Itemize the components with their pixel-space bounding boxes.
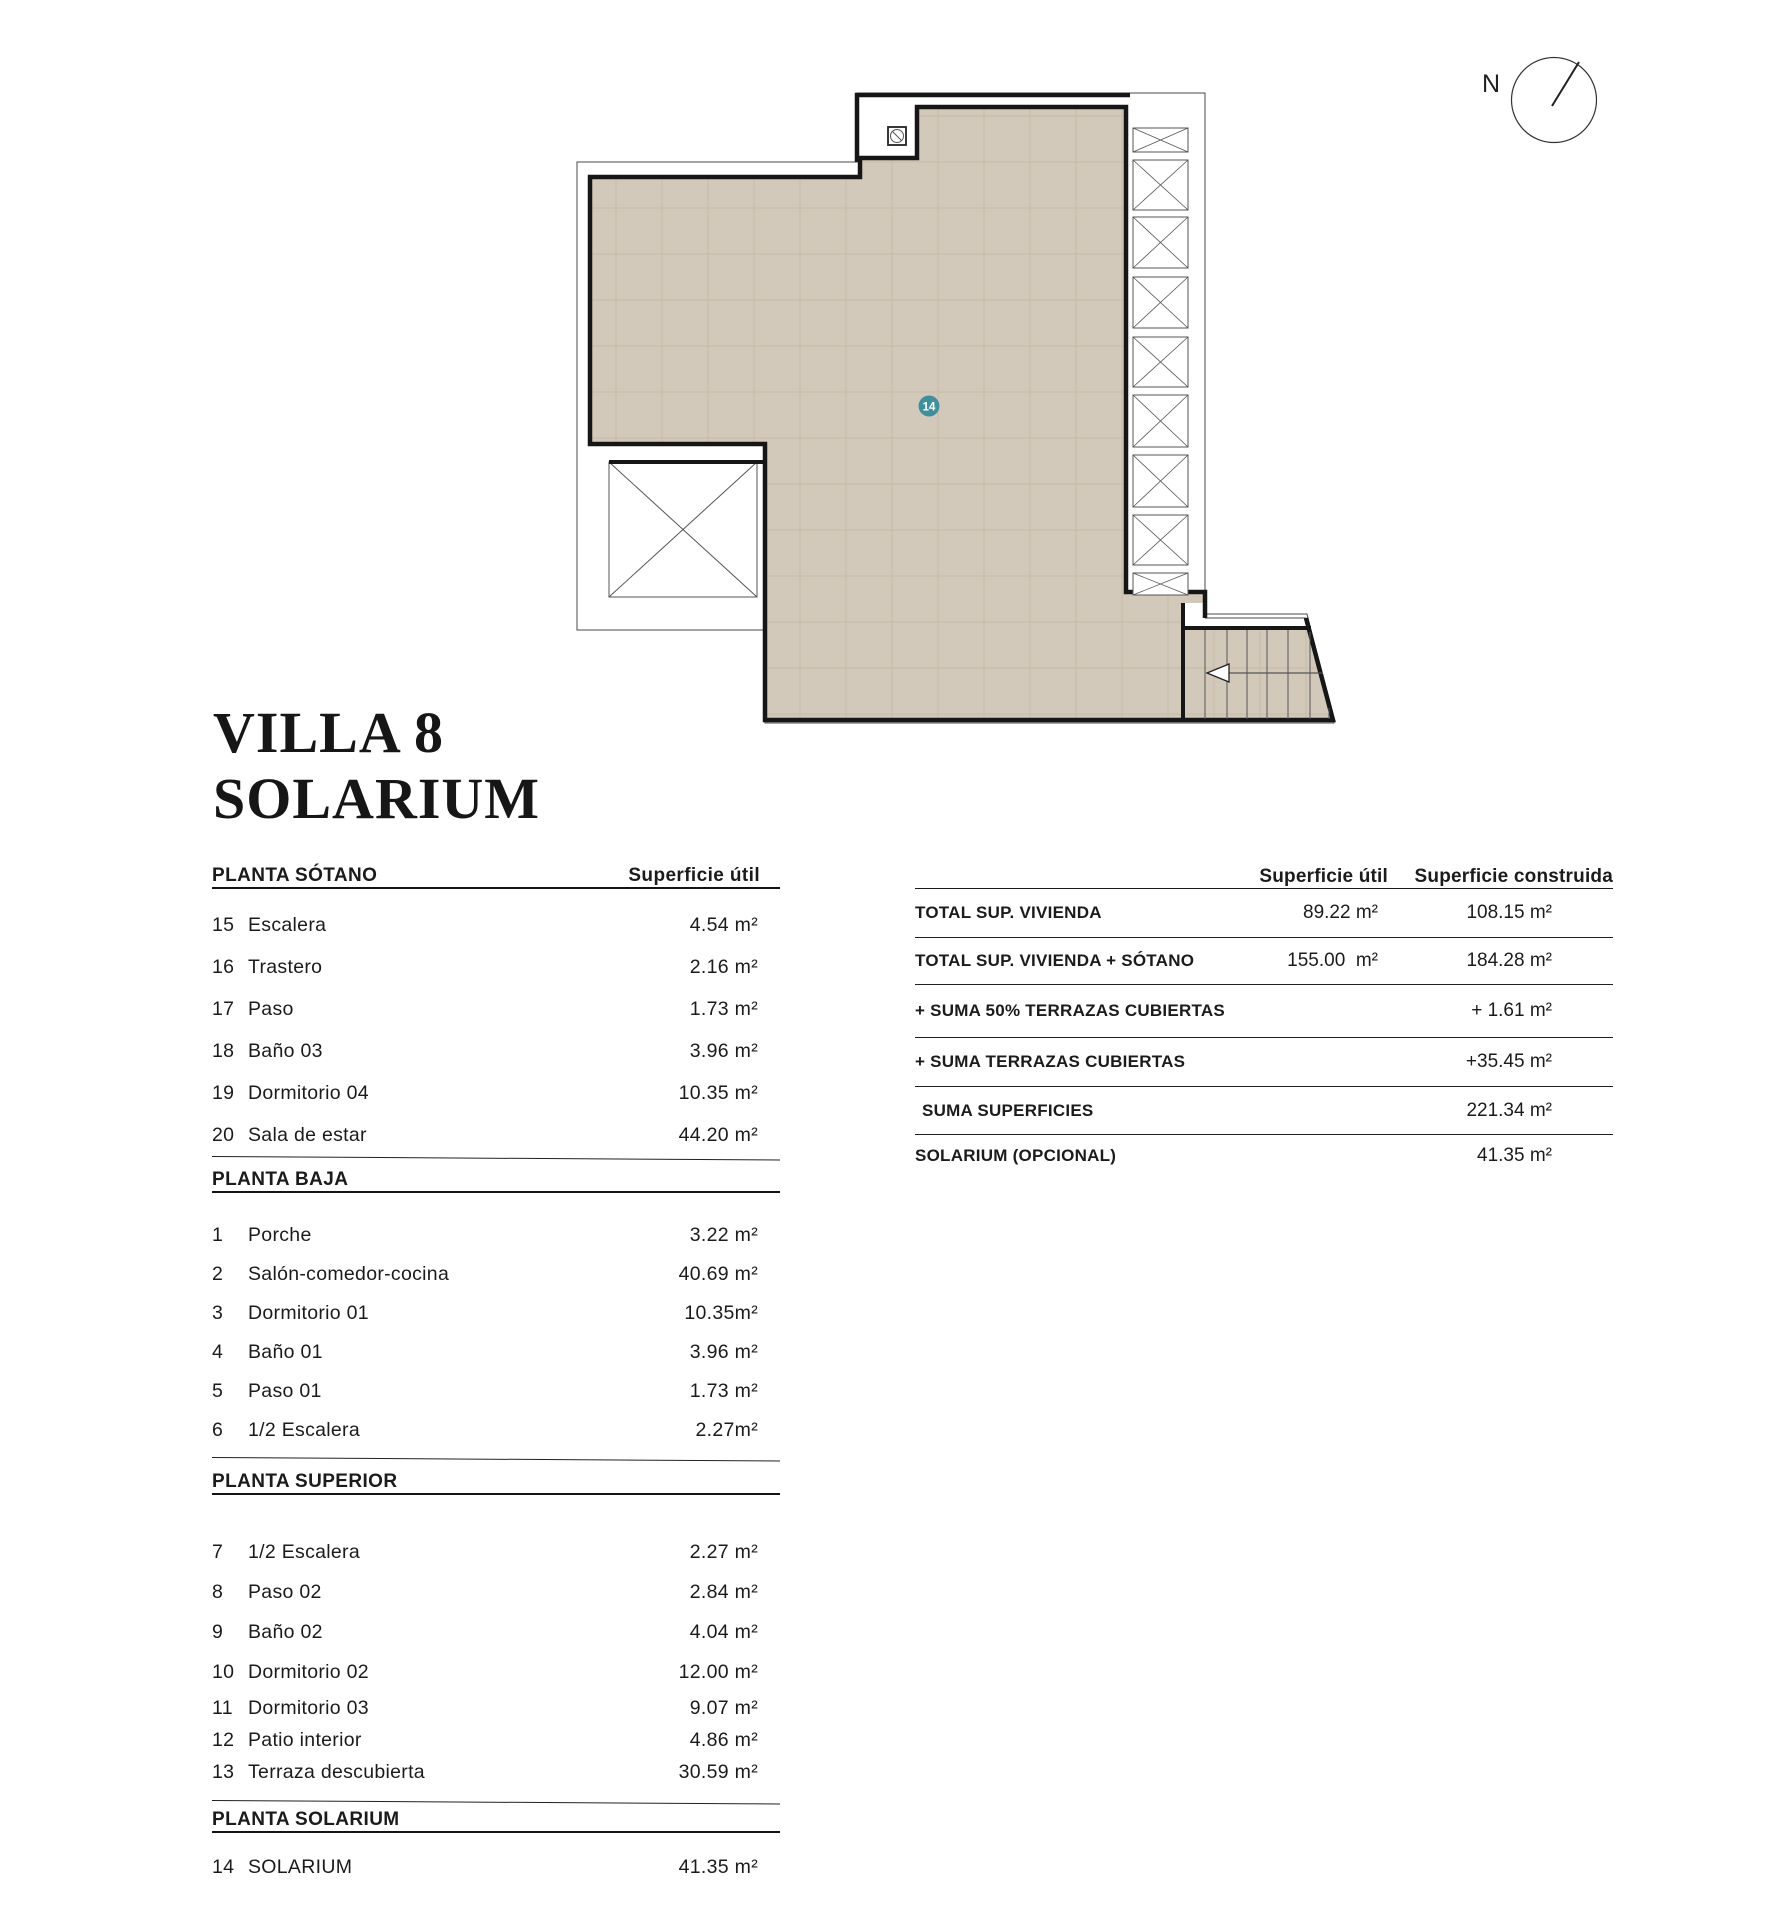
room-area-value: 9.07 m² [689, 1696, 758, 1719]
room-area-value: 12.00 m² [678, 1660, 758, 1683]
room-area-value: 3.96 m² [689, 1039, 758, 1062]
section-header [212, 1805, 780, 1833]
room-number: 4 [212, 1341, 224, 1363]
room-number: 6 [212, 1419, 224, 1441]
table-row [212, 1372, 780, 1411]
section-rows [212, 1193, 780, 1450]
table-row [212, 1411, 780, 1450]
skylight-box [609, 462, 766, 597]
totals-header-row [915, 855, 1613, 889]
room-number: 17 [212, 997, 235, 1020]
room-name: 1/2 Escalera [248, 1419, 360, 1441]
room-number: 7 [212, 1540, 224, 1563]
room-area-value: 30.59 m² [678, 1760, 758, 1783]
room-area-value: 4.04 m² [689, 1620, 758, 1643]
section-header [212, 1165, 780, 1193]
room-name: Terraza descubierta [248, 1760, 425, 1783]
page-title [213, 700, 540, 832]
room-name: Paso 02 [248, 1580, 322, 1603]
section-rows [212, 889, 780, 1156]
totals-row [915, 1038, 1613, 1087]
room-name: Patio interior [248, 1728, 362, 1751]
floor-plan-svg [540, 40, 1360, 740]
room-number: 19 [212, 1081, 235, 1104]
vent-icon [888, 127, 906, 145]
room-number: 16 [212, 955, 235, 978]
room-area-value: 3.22 m² [689, 1224, 758, 1246]
totals-label: + SUMA TERRAZAS CUBIERTAS [915, 1052, 1186, 1071]
table-row [212, 1572, 780, 1612]
room-area-value: 2.84 m² [689, 1580, 758, 1603]
section-header [212, 1467, 780, 1495]
section-title: PLANTA SOLARIUM [212, 1809, 400, 1830]
room-name: 1/2 Escalera [248, 1540, 360, 1563]
table-row [212, 1850, 780, 1884]
room-name: Salón-comedor-cocina [248, 1263, 450, 1285]
room-number: 9 [212, 1620, 224, 1643]
totals-label: SOLARIUM (OPCIONAL) [915, 1146, 1117, 1165]
totals-row [915, 938, 1613, 985]
table-row [212, 1652, 780, 1692]
room-name: Baño 03 [248, 1039, 323, 1062]
table-row [212, 1072, 780, 1114]
totals-row [915, 1087, 1613, 1135]
pergola-beams [1133, 128, 1188, 595]
section-divider [212, 1457, 780, 1461]
totals-header-util: Superficie útil [1259, 866, 1388, 887]
section-header [212, 855, 780, 889]
room-area-value: 2.27m² [695, 1419, 758, 1441]
room-name: Dormitorio 04 [248, 1081, 369, 1104]
section-divider [212, 1800, 780, 1804]
room-number: 15 [212, 913, 235, 936]
section-divider [212, 1156, 780, 1160]
table-row [212, 1724, 780, 1756]
room-name: Sala de estar [248, 1123, 367, 1146]
section-title: PLANTA BAJA [212, 1169, 349, 1190]
table-row [212, 1756, 780, 1788]
section-title: PLANTA SÓTANO [212, 865, 378, 886]
table-row [212, 988, 780, 1030]
room-area-value: 1.73 m² [689, 1380, 758, 1402]
totals-construida-value: 108.15 m² [1466, 902, 1552, 923]
room-area-value: 2.16 m² [689, 955, 758, 978]
room-number: 8 [212, 1580, 224, 1603]
room-name: Paso 01 [248, 1380, 322, 1402]
totals-label: TOTAL SUP. VIVIENDA + SÓTANO [915, 951, 1195, 970]
north-icon [1460, 30, 1640, 180]
table-row [212, 1030, 780, 1072]
compass [1460, 30, 1640, 180]
table-row [212, 1692, 780, 1724]
table-row [212, 1532, 780, 1572]
totals-construida-value: +35.45 m² [1465, 1051, 1552, 1072]
room-area-value: 4.54 m² [689, 913, 758, 936]
room-number: 1 [212, 1224, 224, 1246]
room-name: Porche [248, 1224, 312, 1246]
room-area-value: 41.35 m² [678, 1855, 758, 1878]
room-name: Dormitorio 03 [248, 1696, 369, 1719]
room-areas-table [212, 855, 780, 1920]
room-number: 10 [212, 1660, 235, 1683]
totals-header-construida: Superficie construida [1414, 866, 1613, 887]
floor-plan [540, 40, 1360, 740]
room-number: 3 [212, 1302, 224, 1324]
room-number: 20 [212, 1123, 235, 1146]
room-name: Escalera [248, 913, 327, 936]
totals-table [915, 855, 1613, 1177]
table-row [212, 1114, 780, 1156]
totals-construida-value: + 1.61 m² [1471, 1000, 1552, 1021]
room-area-value: 2.27 m² [689, 1540, 758, 1563]
room-number: 12 [212, 1728, 235, 1751]
room-number: 14 [212, 1855, 235, 1878]
section-rows [212, 1495, 780, 1788]
column-header-superficie-util: Superficie útil [628, 865, 760, 886]
room-number: 2 [212, 1263, 224, 1285]
table-row [212, 904, 780, 946]
totals-label: TOTAL SUP. VIVIENDA [915, 903, 1102, 922]
room-name: SOLARIUM [248, 1855, 353, 1878]
room-marker-label: 14 [922, 401, 936, 414]
title-line-1: VILLA 8 [213, 700, 445, 765]
room-name: Trastero [248, 955, 323, 978]
totals-util-value: 155.00 m² [1287, 950, 1378, 971]
table-row [212, 1216, 780, 1255]
totals-row [915, 889, 1613, 938]
room-area-value: 4.86 m² [689, 1728, 758, 1751]
table-row [212, 1255, 780, 1294]
room-name: Paso [248, 997, 294, 1020]
room-name: Dormitorio 02 [248, 1660, 369, 1683]
totals-construida-value: 184.28 m² [1466, 950, 1552, 971]
room-area-value: 3.96 m² [689, 1341, 758, 1363]
totals-row [915, 1135, 1613, 1177]
totals-row [915, 985, 1613, 1038]
room-area-value: 10.35m² [684, 1302, 758, 1324]
room-name: Baño 02 [248, 1620, 323, 1643]
title-line-2: SOLARIUM [213, 766, 541, 831]
section-title: PLANTA SUPERIOR [212, 1471, 398, 1492]
room-number: 5 [212, 1380, 224, 1402]
room-area-value: 1.73 m² [689, 997, 758, 1020]
room-area-value: 10.35 m² [678, 1081, 758, 1104]
totals-construida-value: 221.34 m² [1466, 1099, 1552, 1121]
totals-util-value: 89.22 m² [1303, 902, 1378, 923]
room-number: 18 [212, 1039, 235, 1062]
section-rows [212, 1833, 780, 1884]
table-row [212, 1294, 780, 1333]
room-area-value: 40.69 m² [678, 1263, 758, 1285]
room-number: 13 [212, 1760, 235, 1783]
totals-label: + SUMA 50% TERRAZAS CUBIERTAS [915, 1001, 1225, 1020]
room-number: 11 [212, 1696, 233, 1719]
table-row [212, 1612, 780, 1652]
room-name: Baño 01 [248, 1341, 323, 1363]
totals-construida-value: 41.35 m² [1477, 1145, 1552, 1166]
table-row [212, 1333, 780, 1372]
totals-label: SUMA SUPERFICIES [922, 1100, 1094, 1120]
room-area-value: 44.20 m² [678, 1123, 758, 1146]
north-label: N [1482, 70, 1501, 98]
room-name: Dormitorio 01 [248, 1302, 369, 1324]
table-row [212, 946, 780, 988]
room-marker [919, 396, 940, 417]
